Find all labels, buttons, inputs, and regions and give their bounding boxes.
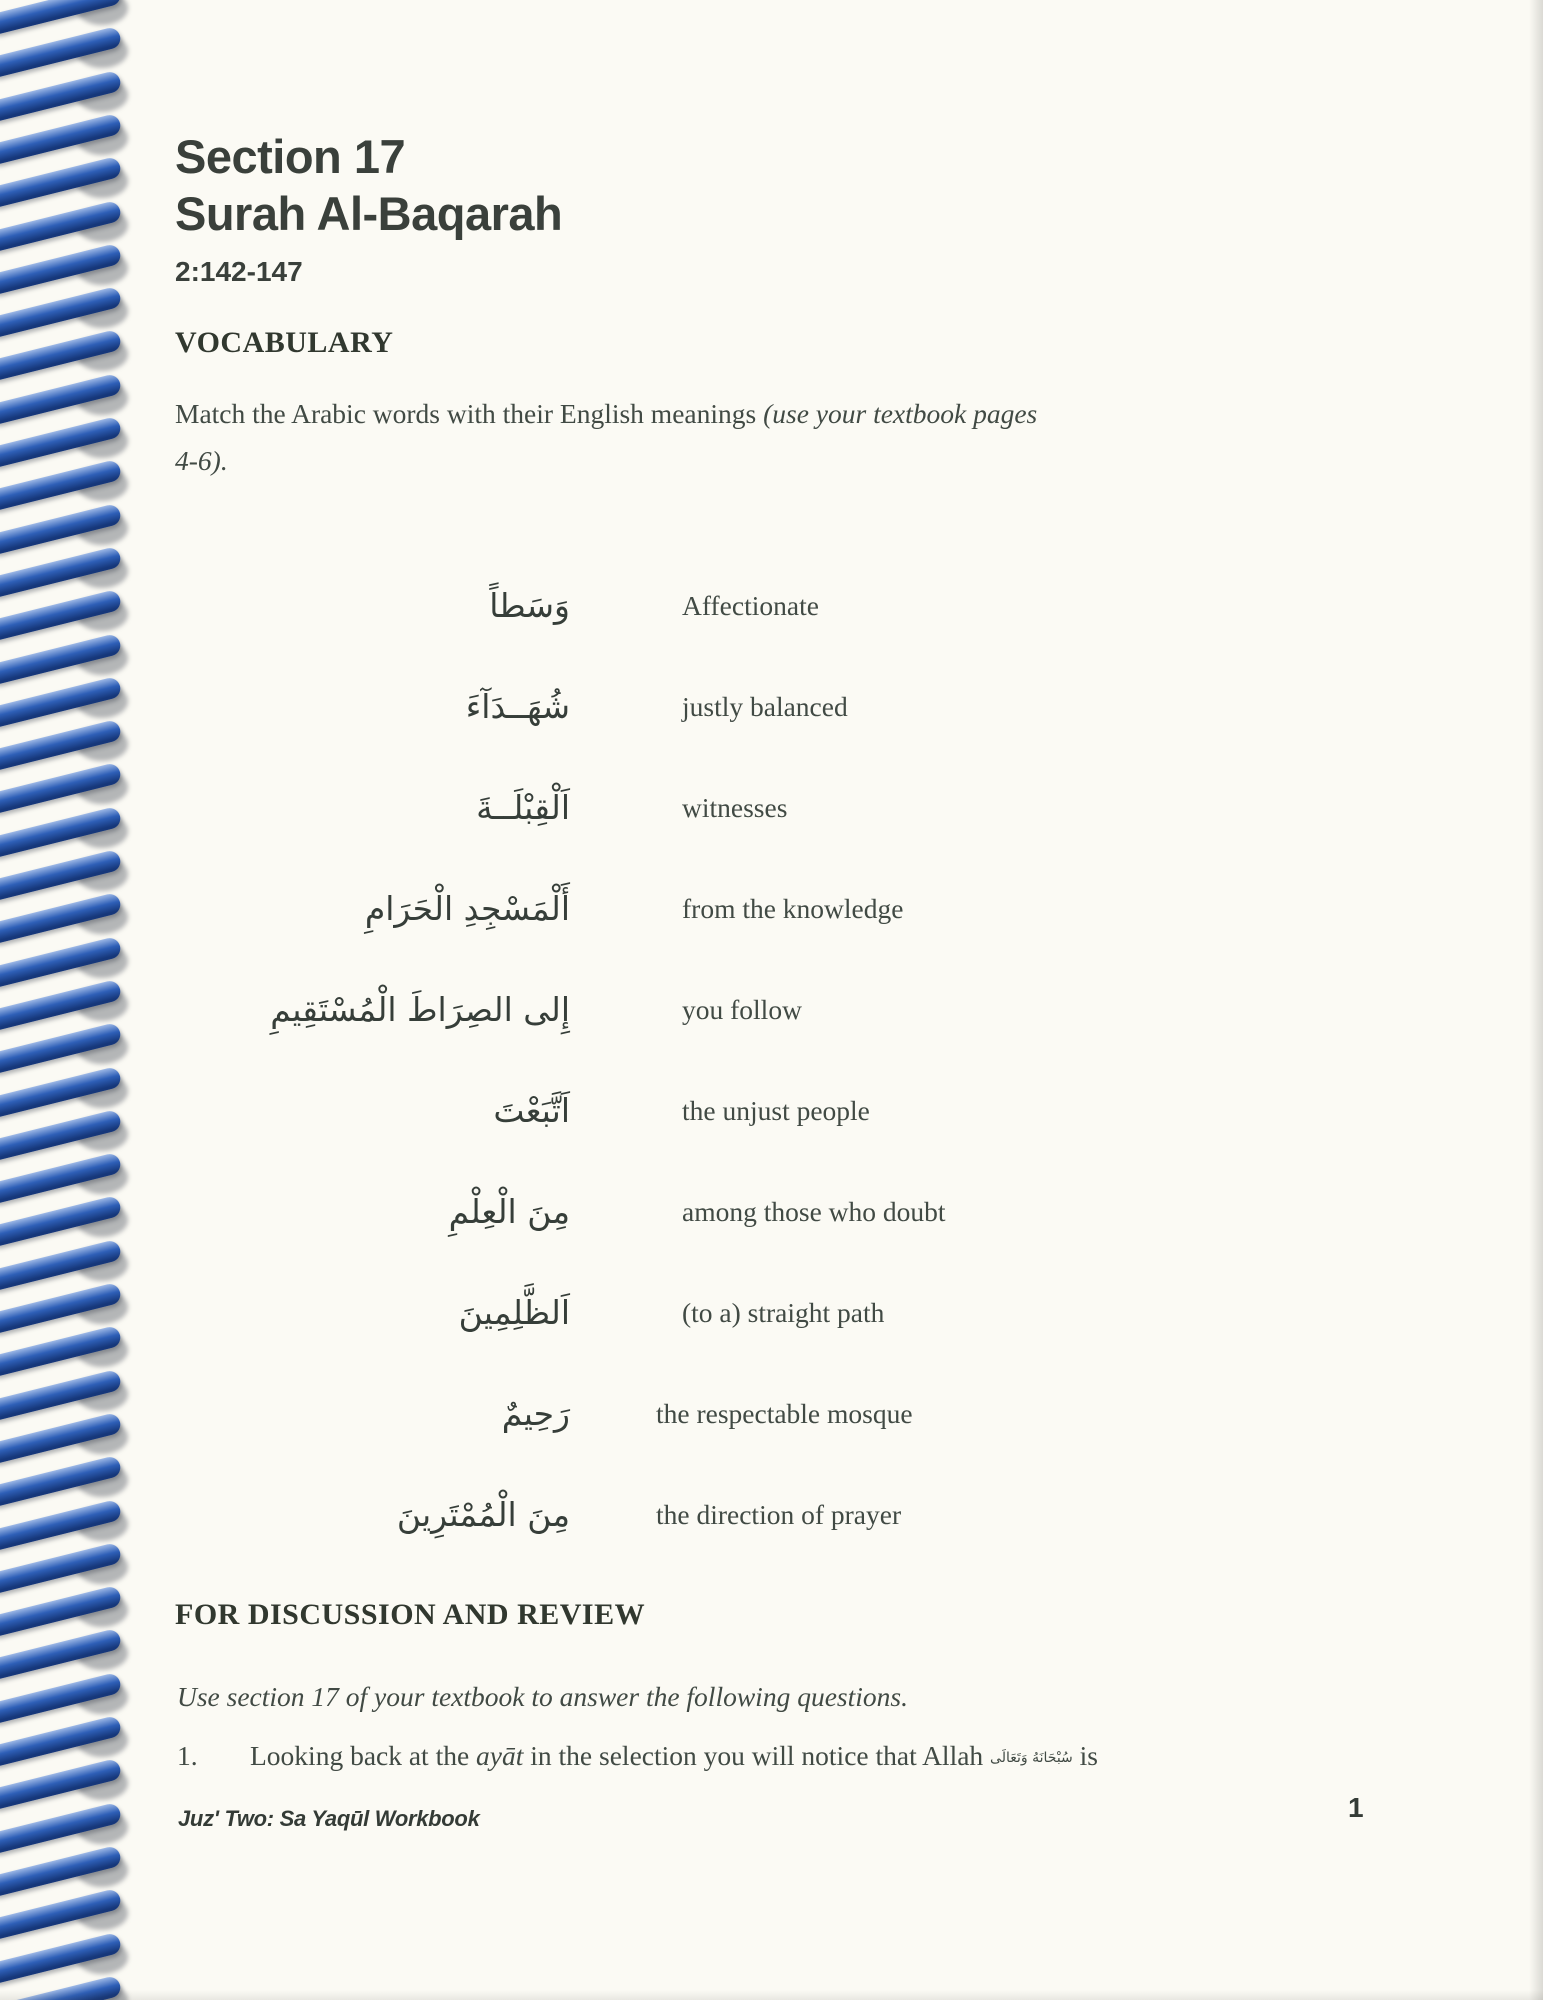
spiral-coil bbox=[0, 1287, 150, 1331]
spiral-coil bbox=[0, 1807, 150, 1851]
question-text-part1: Looking back at the bbox=[250, 1740, 477, 1771]
spiral-coil bbox=[0, 854, 150, 898]
arabic-term: شُهَــدَآءَ bbox=[465, 687, 570, 726]
spiral-coil bbox=[0, 1114, 150, 1158]
discussion-intro: Use section 17 of your textbook to answer the following questions. bbox=[177, 1680, 908, 1712]
question-text-part2: in the selection you will notice that Allah bbox=[523, 1740, 991, 1771]
spiral-coil bbox=[0, 334, 150, 378]
spiral-coil bbox=[0, 1677, 150, 1721]
question-text-part3: is bbox=[1072, 1740, 1098, 1771]
english-meaning: justly balanced bbox=[682, 690, 848, 722]
english-meaning: among those who doubt bbox=[682, 1195, 946, 1227]
spiral-coil bbox=[0, 421, 150, 465]
question-text-italic: ayāt bbox=[476, 1740, 524, 1771]
vocabulary-instructions bbox=[175, 390, 1095, 484]
spiral-coil bbox=[0, 1027, 150, 1071]
spiral-coil bbox=[0, 1200, 150, 1244]
spiral-coil bbox=[0, 0, 150, 32]
spiral-coil bbox=[0, 118, 150, 162]
page-edge-shadow-bottom bbox=[0, 1990, 1543, 2000]
section-title: Section 17 bbox=[175, 130, 406, 183]
spiral-coil bbox=[0, 1504, 150, 1548]
vocab-row bbox=[175, 656, 1325, 757]
english-meaning: witnesses bbox=[682, 791, 788, 823]
spiral-coil bbox=[0, 1374, 150, 1418]
arabic-term: مِنَ الْعِلْمِ bbox=[448, 1192, 570, 1231]
spiral-coil bbox=[0, 551, 150, 595]
english-meaning: you follow bbox=[682, 993, 802, 1025]
spiral-coil bbox=[0, 1893, 150, 1937]
arabic-term: اَلظَّلِمِينَ bbox=[458, 1293, 570, 1332]
vocab-row bbox=[175, 858, 1325, 959]
spiral-coil bbox=[0, 767, 150, 811]
spiral-coil bbox=[0, 464, 150, 508]
spiral-coil bbox=[0, 1763, 150, 1807]
spiral-coil bbox=[0, 811, 150, 855]
arabic-term: إِلى الصِرَاطَ الْمُسْتَقِيمِ bbox=[270, 990, 570, 1029]
spiral-coil bbox=[0, 1850, 150, 1894]
spiral-coil bbox=[0, 31, 150, 75]
english-meaning: from the knowledge bbox=[682, 892, 904, 924]
surah-title: Surah Al-Baqarah bbox=[175, 187, 563, 240]
spiral-coil bbox=[0, 1590, 150, 1634]
spiral-coil bbox=[0, 594, 150, 638]
question-number: 1. bbox=[177, 1740, 198, 1771]
question-text bbox=[250, 1740, 1098, 1772]
spiral-coil bbox=[0, 1937, 150, 1981]
spiral-coil bbox=[0, 1547, 150, 1591]
spiral-coil bbox=[0, 205, 150, 249]
spiral-coil bbox=[0, 638, 150, 682]
question-1 bbox=[177, 1740, 1327, 1772]
spiral-coil bbox=[0, 1720, 150, 1764]
vocab-row bbox=[175, 555, 1325, 656]
section-title-block bbox=[175, 128, 562, 289]
arabic-term: وَسَطاً bbox=[489, 586, 570, 625]
spiral-coil bbox=[0, 378, 150, 422]
english-meaning: the direction of prayer bbox=[656, 1498, 902, 1530]
spiral-coil bbox=[0, 984, 150, 1028]
vocab-row bbox=[175, 1060, 1325, 1161]
spiral-coil bbox=[0, 1417, 150, 1461]
spiral-coil bbox=[0, 508, 150, 552]
vocab-row bbox=[175, 757, 1325, 858]
spiral-coil bbox=[0, 248, 150, 292]
vocab-row bbox=[175, 959, 1325, 1060]
page-number: 1 bbox=[1348, 1792, 1364, 1823]
vocabulary-matching-list bbox=[175, 555, 1325, 1565]
vocab-row bbox=[175, 1262, 1325, 1363]
spiral-coil bbox=[0, 75, 150, 119]
english-meaning: (to a) straight path bbox=[682, 1296, 885, 1328]
vocab-row bbox=[175, 1464, 1325, 1565]
english-meaning: the respectable mosque bbox=[656, 1397, 913, 1429]
spiral-coil bbox=[0, 1244, 150, 1288]
spiral-coil bbox=[0, 1071, 150, 1115]
vocab-row bbox=[175, 1161, 1325, 1262]
spiral-coil bbox=[0, 291, 150, 335]
spiral-coil bbox=[0, 681, 150, 725]
spiral-coil bbox=[0, 897, 150, 941]
english-meaning: the unjust people bbox=[682, 1094, 870, 1126]
spiral-coil bbox=[0, 941, 150, 985]
ayah-range: 2:142-147 bbox=[175, 256, 303, 287]
spiral-coil bbox=[0, 1980, 150, 2000]
spiral-coil bbox=[0, 1157, 150, 1201]
discussion-heading: FOR DISCUSSION AND REVIEW bbox=[175, 1598, 646, 1631]
page-edge-shadow-right bbox=[1529, 0, 1543, 2000]
spiral-coil bbox=[0, 724, 150, 768]
arabic-term: رَحِيمٌ bbox=[501, 1394, 570, 1433]
english-meaning: Affectionate bbox=[682, 589, 819, 621]
instructions-normal-text: Match the Arabic words with their English meanings bbox=[175, 397, 764, 429]
arabic-term: أَلْمَسْجِدِ الْحَرَامِ bbox=[364, 889, 570, 928]
vocab-row bbox=[175, 1363, 1325, 1464]
spiral-coil bbox=[0, 161, 150, 205]
instructions-italic-text-line1: (use your textbook pages bbox=[763, 397, 1038, 429]
footer-book-title: Juz' Two: Sa Yaqūl Workbook bbox=[178, 1806, 480, 1831]
arabic-term: اَلْقِبْلَــةَ bbox=[476, 788, 570, 827]
spiral-coil bbox=[0, 1460, 150, 1504]
spiral-binding bbox=[0, 0, 150, 2000]
arabic-term: اَتَّبَعْتَ bbox=[493, 1091, 570, 1130]
spiral-coil bbox=[0, 1633, 150, 1677]
arabic-term: مِنَ الْمُمْتَرِينَ bbox=[396, 1495, 570, 1534]
vocabulary-heading: VOCABULARY bbox=[175, 326, 394, 359]
allah-honorific: سُبْحَانَهُ وَتَعَالَى bbox=[990, 1750, 1073, 1766]
instructions-italic-text-line2: 4-6). bbox=[175, 444, 228, 476]
spiral-coil bbox=[0, 1330, 150, 1374]
